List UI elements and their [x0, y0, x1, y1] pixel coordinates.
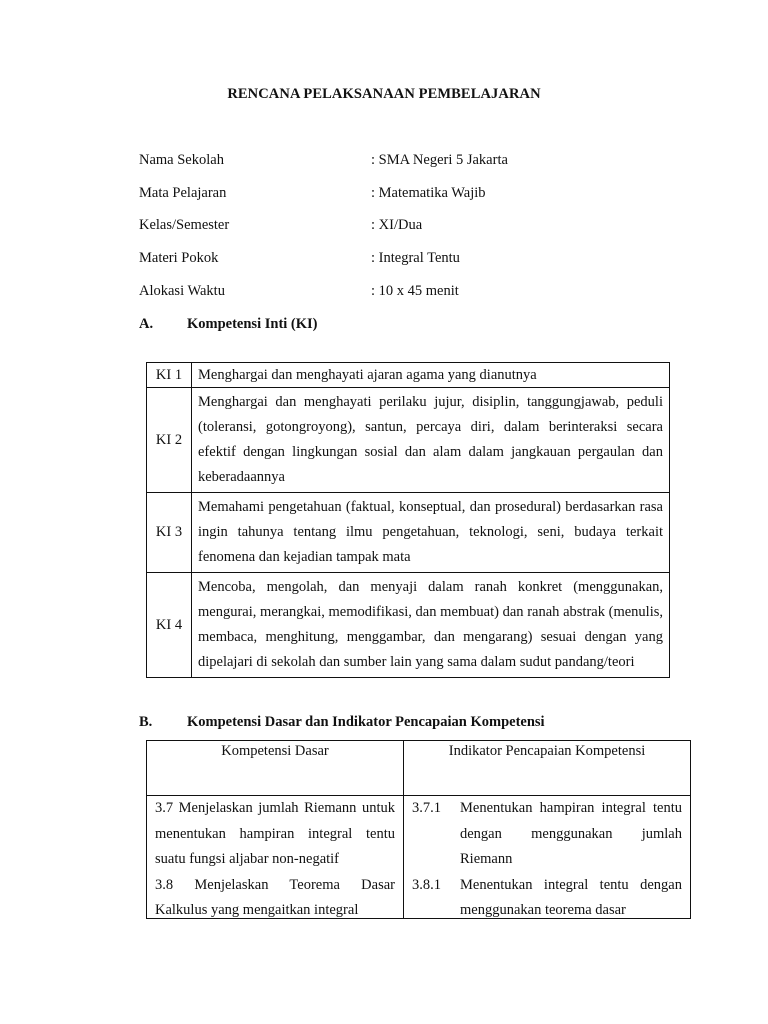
ki-description: Mencoba, mengolah, dan menyaji dalam ranah konkret (menggunakan, mengurai, merangkai, memodifikasi, dan membuat) dan ranah abstrak (menulis, membaca, menghitung, menggambar, dan mengarang) sesuai dengan yang dipelajari di sekolah dan sumber lain yang sama dalam sudut pandang/teori [192, 573, 670, 678]
kd-item: 3.8 Menjelaskan Teorema Dasar Kalkulus yang mengaitkan integral [155, 876, 395, 918]
table-header-row [147, 741, 691, 796]
table-row [147, 796, 691, 919]
document-title: RENCANA PELAKSANAAN PEMBELAJARAN [227, 86, 541, 102]
ki-code: KI 4 [147, 573, 192, 678]
info-label: Mata Pelajaran [139, 185, 227, 201]
ki-code: KI 1 [147, 363, 192, 388]
indicator-number: 3.7.1 [412, 800, 441, 816]
info-value: : 10 x 45 menit [371, 283, 459, 299]
info-label: Nama Sekolah [139, 152, 224, 168]
table-row [147, 363, 670, 388]
indicator-number: 3.8.1 [412, 876, 441, 893]
info-label: Materi Pokok [139, 250, 219, 266]
section-letter: A. [139, 316, 154, 332]
section-title: Kompetensi Inti (KI) [187, 316, 318, 332]
info-value: : Integral Tentu [371, 250, 460, 266]
ki-code: KI 2 [147, 388, 192, 493]
info-label: Kelas/Semester [139, 217, 230, 233]
info-label: Alokasi Waktu [139, 283, 225, 299]
table-row [147, 573, 670, 678]
column-header-indicator: Indikator Pencapaian Kompetensi [404, 741, 691, 796]
indicator-item [412, 873, 682, 919]
indicator-text: Menentukan hampiran integral tentu dengan menggunakan jumlah Riemann [460, 800, 682, 867]
info-value: : XI/Dua [371, 217, 423, 233]
column-header-kd: Kompetensi Dasar [147, 741, 404, 796]
indicator-text: Menentukan integral tentu dengan menggunakan teorema dasar [460, 876, 682, 918]
kd-table [146, 740, 691, 919]
section-title: Kompetensi Dasar dan Indikator Pencapaian Kompetensi [187, 714, 545, 730]
kd-cell [147, 796, 404, 919]
info-value: : Matematika Wajib [371, 185, 486, 201]
indicator-cell [404, 796, 691, 919]
info-value: : SMA Negeri 5 Jakarta [371, 152, 508, 168]
ki-description: Menghargai dan menghayati ajaran agama yang dianutnya [192, 363, 670, 388]
ki-code: KI 3 [147, 493, 192, 573]
section-letter: B. [139, 714, 153, 730]
ki-description: Menghargai dan menghayati perilaku jujur, disiplin, tanggungjawab, peduli (toleransi, gotongroyong), santun, percaya diri, dalam berinteraksi secara efektif dengan lingkungan sosial dan alam dalam jangkauan pergaulan dan keberadaannya [192, 388, 670, 493]
ki-description: Memahami pengetahuan (faktual, konseptual, dan prosedural) berdasarkan rasa ingin tahunya tentang ilmu pengetahuan, teknologi, seni, budaya terkait fenomena dan kejadian tampak mata [192, 493, 670, 573]
ki-table [146, 362, 670, 678]
table-row [147, 493, 670, 573]
table-row [147, 388, 670, 493]
indicator-item [412, 796, 682, 873]
kd-item: 3.7 Menjelaskan jumlah Riemann untuk menentukan hampiran integral tentu suatu fungsi aljabar non-negatif [155, 800, 395, 867]
